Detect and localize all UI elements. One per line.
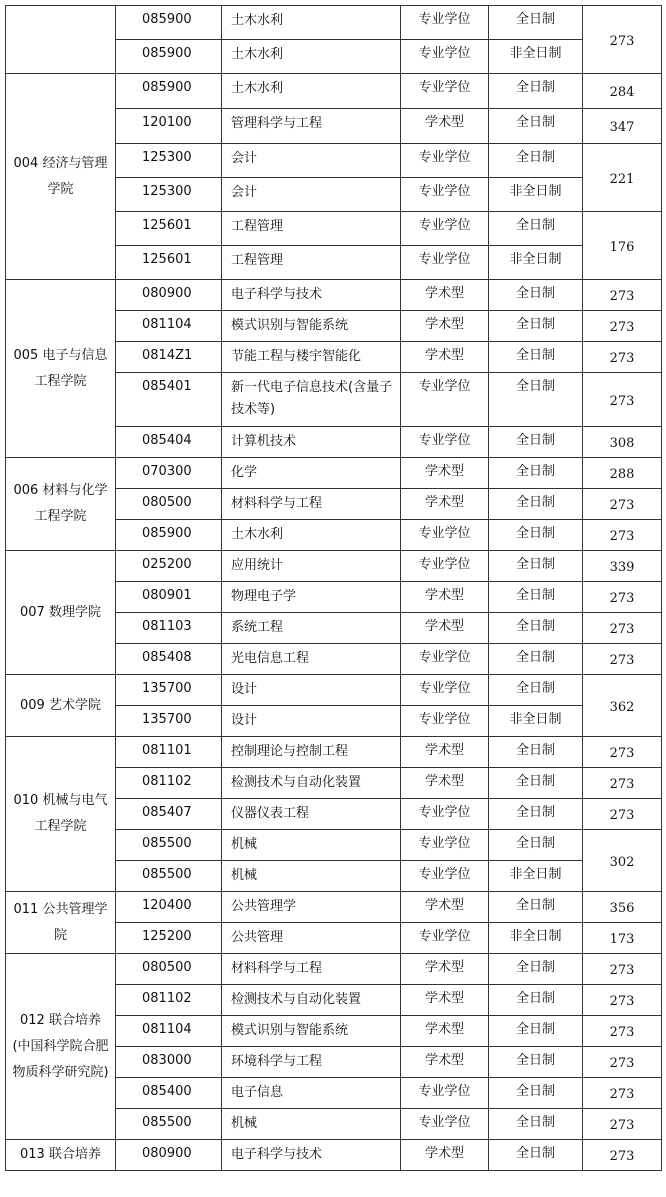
score-cell: 347 <box>583 109 662 144</box>
score-cell: 339 <box>583 551 662 582</box>
major-code-cell: 085900 <box>116 74 222 109</box>
major-name-cell: 光电信息工程 <box>222 644 401 675</box>
major-name-cell: 土木水利 <box>222 6 401 40</box>
study-mode-cell: 非全日制 <box>489 246 583 280</box>
major-code-cell: 070300 <box>116 458 222 489</box>
study-mode-cell: 全日制 <box>489 342 583 373</box>
degree-type-cell: 学术型 <box>401 489 489 520</box>
degree-type-cell: 学术型 <box>401 109 489 144</box>
study-mode-cell: 全日制 <box>489 954 583 985</box>
major-code-cell: 085404 <box>116 427 222 458</box>
major-code-cell: 080500 <box>116 954 222 985</box>
table-row <box>6 551 662 582</box>
study-mode-cell: 非全日制 <box>489 178 583 212</box>
major-name-cell: 仪器仪表工程 <box>222 799 401 830</box>
major-code-cell: 120100 <box>116 109 222 144</box>
major-code-cell: 081102 <box>116 985 222 1016</box>
degree-type-cell: 学术型 <box>401 954 489 985</box>
score-cell: 273 <box>583 280 662 311</box>
degree-type-cell: 专业学位 <box>401 675 489 706</box>
degree-type-cell: 学术型 <box>401 311 489 342</box>
study-mode-cell: 全日制 <box>489 427 583 458</box>
study-mode-cell: 全日制 <box>489 892 583 923</box>
college-name-cell: 013 联合培养 <box>6 1140 116 1171</box>
score-cell: 302 <box>583 830 662 892</box>
degree-type-cell: 专业学位 <box>401 1109 489 1140</box>
degree-type-cell: 专业学位 <box>401 40 489 74</box>
major-name-cell: 检测技术与自动化装置 <box>222 985 401 1016</box>
score-cell: 273 <box>583 1078 662 1109</box>
major-code-cell: 080900 <box>116 280 222 311</box>
study-mode-cell: 全日制 <box>489 644 583 675</box>
score-cell: 284 <box>583 74 662 109</box>
major-code-cell: 085500 <box>116 830 222 861</box>
major-name-cell: 物理电子学 <box>222 582 401 613</box>
major-code-cell: 085401 <box>116 373 222 427</box>
college-name-cell: 005 电子与信息工程学院 <box>6 280 116 458</box>
study-mode-cell: 全日制 <box>489 311 583 342</box>
study-mode-cell: 全日制 <box>489 1016 583 1047</box>
study-mode-cell: 全日制 <box>489 613 583 644</box>
study-mode-cell: 全日制 <box>489 768 583 799</box>
major-code-cell: 025200 <box>116 551 222 582</box>
study-mode-cell: 全日制 <box>489 1140 583 1171</box>
study-mode-cell: 全日制 <box>489 74 583 109</box>
degree-type-cell: 学术型 <box>401 1016 489 1047</box>
degree-type-cell: 学术型 <box>401 985 489 1016</box>
major-code-cell: 120400 <box>116 892 222 923</box>
study-mode-cell: 全日制 <box>489 582 583 613</box>
degree-type-cell: 学术型 <box>401 280 489 311</box>
score-cell: 221 <box>583 144 662 212</box>
major-name-cell: 土木水利 <box>222 40 401 74</box>
major-name-cell: 电子科学与技术 <box>222 280 401 311</box>
degree-type-cell: 专业学位 <box>401 144 489 178</box>
study-mode-cell: 全日制 <box>489 1078 583 1109</box>
degree-type-cell: 专业学位 <box>401 551 489 582</box>
major-name-cell: 计算机技术 <box>222 427 401 458</box>
degree-type-cell: 学术型 <box>401 458 489 489</box>
table-row <box>6 954 662 985</box>
score-cell: 273 <box>583 737 662 768</box>
major-name-cell: 模式识别与智能系统 <box>222 1016 401 1047</box>
study-mode-cell: 全日制 <box>489 737 583 768</box>
study-mode-cell: 非全日制 <box>489 40 583 74</box>
score-cell: 273 <box>583 799 662 830</box>
degree-type-cell: 专业学位 <box>401 830 489 861</box>
degree-type-cell: 专业学位 <box>401 373 489 427</box>
degree-type-cell: 专业学位 <box>401 246 489 280</box>
study-mode-cell: 全日制 <box>489 489 583 520</box>
degree-type-cell: 学术型 <box>401 1047 489 1078</box>
major-name-cell: 新一代电子信息技术(含量子技术等) <box>222 373 401 427</box>
major-name-cell: 设计 <box>222 675 401 706</box>
major-name-cell: 工程管理 <box>222 212 401 246</box>
study-mode-cell: 非全日制 <box>489 861 583 892</box>
major-code-cell: 083000 <box>116 1047 222 1078</box>
major-name-cell: 机械 <box>222 1109 401 1140</box>
score-cell: 173 <box>583 923 662 954</box>
score-cell: 176 <box>583 212 662 280</box>
major-code-cell: 080900 <box>116 1140 222 1171</box>
study-mode-cell: 全日制 <box>489 280 583 311</box>
major-code-cell: 085500 <box>116 1109 222 1140</box>
major-name-cell: 工程管理 <box>222 246 401 280</box>
score-cell: 288 <box>583 458 662 489</box>
college-name-cell: 009 艺术学院 <box>6 675 116 737</box>
study-mode-cell: 全日制 <box>489 144 583 178</box>
major-code-cell: 125601 <box>116 246 222 280</box>
major-name-cell: 管理科学与工程 <box>222 109 401 144</box>
study-mode-cell: 全日制 <box>489 985 583 1016</box>
college-name-cell: 010 机械与电气工程学院 <box>6 737 116 892</box>
study-mode-cell: 全日制 <box>489 458 583 489</box>
major-code-cell: 0814Z1 <box>116 342 222 373</box>
degree-type-cell: 专业学位 <box>401 178 489 212</box>
score-cell: 273 <box>583 489 662 520</box>
major-name-cell: 土木水利 <box>222 74 401 109</box>
table-row <box>6 737 662 768</box>
study-mode-cell: 全日制 <box>489 551 583 582</box>
study-mode-cell: 全日制 <box>489 373 583 427</box>
study-mode-cell: 全日制 <box>489 520 583 551</box>
study-mode-cell: 全日制 <box>489 675 583 706</box>
major-code-cell: 135700 <box>116 706 222 737</box>
major-code-cell: 085900 <box>116 6 222 40</box>
score-cell: 273 <box>583 6 662 74</box>
study-mode-cell: 全日制 <box>489 109 583 144</box>
score-cell: 273 <box>583 954 662 985</box>
degree-type-cell: 学术型 <box>401 1140 489 1171</box>
score-cell: 273 <box>583 582 662 613</box>
major-code-cell: 081103 <box>116 613 222 644</box>
score-cell: 273 <box>583 342 662 373</box>
degree-type-cell: 专业学位 <box>401 6 489 40</box>
score-cell: 273 <box>583 1016 662 1047</box>
table-row <box>6 1140 662 1171</box>
major-code-cell: 085408 <box>116 644 222 675</box>
score-cell: 273 <box>583 1109 662 1140</box>
study-mode-cell: 非全日制 <box>489 706 583 737</box>
table-row <box>6 458 662 489</box>
major-name-cell: 机械 <box>222 830 401 861</box>
major-name-cell: 节能工程与楼宇智能化 <box>222 342 401 373</box>
score-cell: 273 <box>583 644 662 675</box>
major-code-cell: 080901 <box>116 582 222 613</box>
score-cell: 273 <box>583 1047 662 1078</box>
table-row <box>6 6 662 40</box>
major-code-cell: 081104 <box>116 1016 222 1047</box>
major-code-cell: 125300 <box>116 178 222 212</box>
college-name-cell: 007 数理学院 <box>6 551 116 675</box>
degree-type-cell: 专业学位 <box>401 427 489 458</box>
score-cell: 273 <box>583 520 662 551</box>
admission-score-table <box>5 5 662 1171</box>
major-name-cell: 环境科学与工程 <box>222 1047 401 1078</box>
score-cell: 273 <box>583 985 662 1016</box>
degree-type-cell: 学术型 <box>401 737 489 768</box>
major-code-cell: 125200 <box>116 923 222 954</box>
study-mode-cell: 全日制 <box>489 1109 583 1140</box>
degree-type-cell: 专业学位 <box>401 74 489 109</box>
major-name-cell: 系统工程 <box>222 613 401 644</box>
major-name-cell: 电子信息 <box>222 1078 401 1109</box>
major-code-cell: 080500 <box>116 489 222 520</box>
major-name-cell: 公共管理 <box>222 923 401 954</box>
table-row <box>6 675 662 706</box>
college-name-cell: 004 经济与管理学院 <box>6 74 116 280</box>
study-mode-cell: 全日制 <box>489 799 583 830</box>
college-name-cell: 011 公共管理学院 <box>6 892 116 954</box>
degree-type-cell: 专业学位 <box>401 799 489 830</box>
major-code-cell: 135700 <box>116 675 222 706</box>
major-name-cell: 材料科学与工程 <box>222 489 401 520</box>
major-code-cell: 125300 <box>116 144 222 178</box>
score-cell: 273 <box>583 1140 662 1171</box>
degree-type-cell: 学术型 <box>401 613 489 644</box>
degree-type-cell: 学术型 <box>401 342 489 373</box>
score-cell: 273 <box>583 311 662 342</box>
degree-type-cell: 学术型 <box>401 892 489 923</box>
score-cell: 273 <box>583 613 662 644</box>
degree-type-cell: 专业学位 <box>401 861 489 892</box>
score-cell: 308 <box>583 427 662 458</box>
score-cell: 273 <box>583 373 662 427</box>
major-name-cell: 会计 <box>222 178 401 212</box>
major-name-cell: 机械 <box>222 861 401 892</box>
major-name-cell: 会计 <box>222 144 401 178</box>
table-body <box>6 6 662 1171</box>
major-name-cell: 化学 <box>222 458 401 489</box>
major-name-cell: 模式识别与智能系统 <box>222 311 401 342</box>
major-code-cell: 085900 <box>116 520 222 551</box>
major-name-cell: 设计 <box>222 706 401 737</box>
degree-type-cell: 专业学位 <box>401 1078 489 1109</box>
major-code-cell: 081104 <box>116 311 222 342</box>
table-row <box>6 892 662 923</box>
degree-type-cell: 学术型 <box>401 582 489 613</box>
major-name-cell: 应用统计 <box>222 551 401 582</box>
major-name-cell: 材料科学与工程 <box>222 954 401 985</box>
score-cell: 362 <box>583 675 662 737</box>
major-code-cell: 085407 <box>116 799 222 830</box>
score-cell: 356 <box>583 892 662 923</box>
college-name-cell <box>6 6 116 74</box>
major-code-cell: 085900 <box>116 40 222 74</box>
degree-type-cell: 专业学位 <box>401 706 489 737</box>
major-code-cell: 085500 <box>116 861 222 892</box>
major-name-cell: 电子科学与技术 <box>222 1140 401 1171</box>
degree-type-cell: 专业学位 <box>401 212 489 246</box>
major-name-cell: 检测技术与自动化装置 <box>222 768 401 799</box>
major-code-cell: 085400 <box>116 1078 222 1109</box>
degree-type-cell: 专业学位 <box>401 520 489 551</box>
score-cell: 273 <box>583 768 662 799</box>
major-code-cell: 081101 <box>116 737 222 768</box>
major-name-cell: 土木水利 <box>222 520 401 551</box>
degree-type-cell: 学术型 <box>401 768 489 799</box>
study-mode-cell: 全日制 <box>489 1047 583 1078</box>
major-name-cell: 控制理论与控制工程 <box>222 737 401 768</box>
admission-score-table-sheet <box>5 5 661 1167</box>
major-code-cell: 125601 <box>116 212 222 246</box>
major-code-cell: 081102 <box>116 768 222 799</box>
study-mode-cell: 全日制 <box>489 212 583 246</box>
study-mode-cell: 全日制 <box>489 830 583 861</box>
college-name-cell: 006 材料与化学工程学院 <box>6 458 116 551</box>
study-mode-cell: 非全日制 <box>489 923 583 954</box>
table-row <box>6 74 662 109</box>
major-name-cell: 公共管理学 <box>222 892 401 923</box>
degree-type-cell: 专业学位 <box>401 644 489 675</box>
college-name-cell: 012 联合培养(中国科学院合肥物质科学研究院) <box>6 954 116 1140</box>
table-row <box>6 280 662 311</box>
degree-type-cell: 专业学位 <box>401 923 489 954</box>
study-mode-cell: 全日制 <box>489 6 583 40</box>
